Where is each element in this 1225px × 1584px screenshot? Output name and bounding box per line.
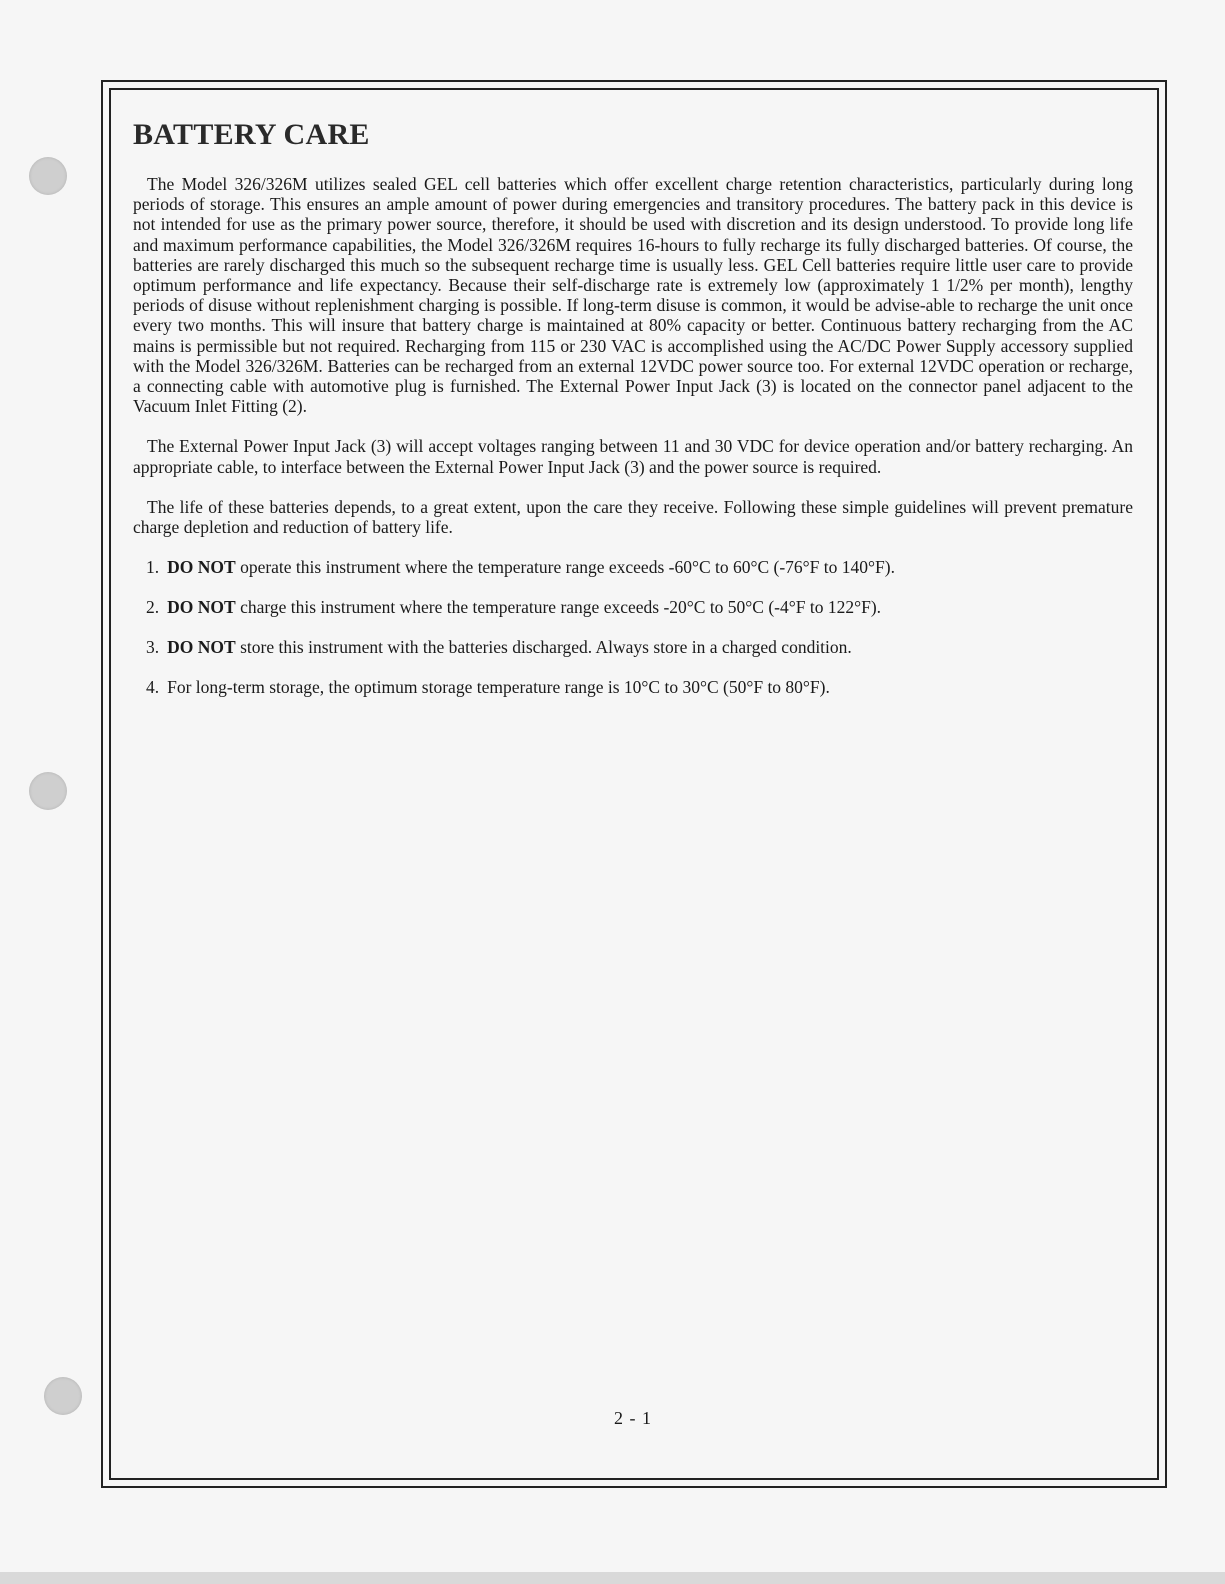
guideline-item <box>133 597 1133 617</box>
guideline-emphasis: DO NOT <box>167 597 236 618</box>
paragraph-external-power: The External Power Input Jack (3) will accept voltages ranging between 11 and 30 VDC for device operation and/or battery recharging. An appropriate cable, to interface between the External Power Input Jack (3) and the power source is required. <box>133 436 1133 477</box>
guideline-text: charge this instrument where the temperature range exceeds -20°C to 50°C (-4°F to 122°F). <box>235 597 882 618</box>
guideline-emphasis: DO NOT <box>167 637 236 658</box>
guideline-text: store this instrument with the batteries discharged. Always store in a charged condition. <box>235 637 852 658</box>
guideline-text: operate this instrument where the temperature range exceeds -60°C to 60°C (-76°F to 140°F). <box>235 557 895 578</box>
page-number: 2 - 1 <box>614 1408 652 1428</box>
guidelines-list <box>133 557 1133 697</box>
guideline-emphasis: DO NOT <box>167 557 236 578</box>
page-content <box>133 118 1133 717</box>
guideline-item <box>133 637 1133 657</box>
guideline-item <box>133 677 1133 697</box>
guideline-text: For long-term storage, the optimum storage temperature range is 10°C to 30°C (50°F to 80°F). <box>167 677 830 698</box>
paragraph-battery-life: The life of these batteries depends, to a great extent, upon the care they receive. Following these simple guidelines will prevent premature charge depletion and reduction of battery life. <box>133 496 1133 538</box>
guideline-item <box>133 557 1133 577</box>
guideline-number: 3. <box>146 637 160 658</box>
guideline-number: 2. <box>146 597 160 618</box>
guideline-number: 1. <box>146 557 160 578</box>
scan-edge-shade <box>0 1572 1225 1584</box>
punch-hole <box>29 772 67 810</box>
section-title: BATTERY CARE <box>133 118 370 151</box>
punch-hole <box>29 157 67 195</box>
guideline-number: 4. <box>146 677 160 698</box>
paragraph-battery-overview: The Model 326/326M utilizes sealed GEL cell batteries which offer excellent charge retention characteristics, particularly during long periods of storage. This ensures an ample amount of power during emergencies and transitory procedures. The battery pack in this device is not intended for use as the primary power source, therefore, it should be used with discretion and its design understood. To provide long life and maximum performance capabilities, the Model 326/326M requires 16-hours to fully recharge its fully discharged batteries. Of course, the batteries are rarely discharged this much so the subsequent recharge time is usually less. GEL Cell batteries require little user care to provide optimum performance and life expectancy. Because their self-discharge rate is extremely low (approximately 1 1/2% per month), lengthy periods of disuse without replenishment charging is possible. If long-term disuse is common, it would be advise-able to recharge the unit once every two months. This will insure that battery charge is maintained at 80% capacity or better. Continuous battery recharging from the AC mains is permissible but not required. Recharging from 115 or 230 VAC is accomplished using the AC/DC Power Supply accessory supplied with the Model 326/326M. Batteries can be recharged from an external 12VDC power source too. For external 12VDC operation or recharge, a connecting cable with automotive plug is furnished. The External Power Input Jack (3) is located on the connector panel adjacent to the Vacuum Inlet Fitting (2). <box>133 174 1133 417</box>
